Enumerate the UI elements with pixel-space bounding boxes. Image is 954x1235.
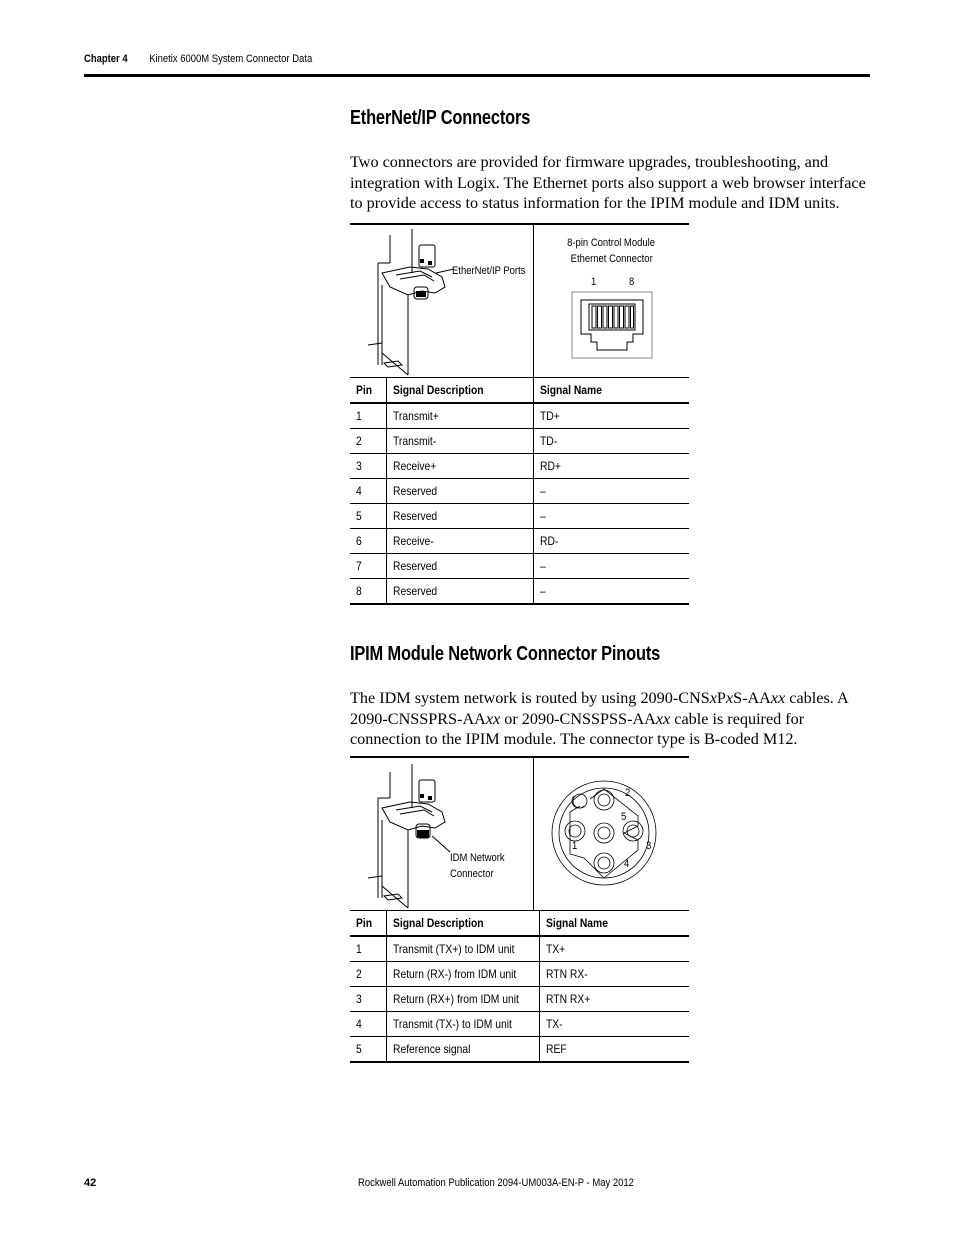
- m12-pin-label-5: 5: [621, 811, 627, 823]
- page-number: 42: [84, 1177, 97, 1189]
- pin-cell: 7: [356, 559, 362, 573]
- desc-cell: Transmit+: [393, 409, 439, 423]
- signal-cell: RD-: [540, 534, 559, 548]
- header-signal-description: Signal Description: [387, 378, 534, 403]
- pin-cell: 5: [356, 1042, 362, 1056]
- header-rule: [84, 74, 870, 77]
- figure-row: [350, 225, 689, 378]
- signal-cell: –: [540, 484, 546, 498]
- m12-pin-label-1: 1: [572, 840, 578, 852]
- signal-cell: RD+: [540, 459, 561, 473]
- signal-cell: TX-: [546, 1017, 564, 1031]
- ethernet-pinout-table: [350, 378, 689, 605]
- pin-cell: 1: [356, 942, 362, 956]
- table-header-row: [350, 378, 689, 403]
- module-illustration: [350, 758, 534, 910]
- desc-cell: Reserved: [393, 559, 438, 573]
- desc-cell: Receive+: [393, 459, 437, 473]
- table-row: [350, 962, 689, 987]
- ethernet-connector-figure-table: [350, 223, 689, 605]
- desc-cell: Reserved: [393, 584, 438, 598]
- rj45-pin-label-1: 1: [591, 276, 597, 288]
- desc-cell: Transmit (TX+) to IDM unit: [393, 942, 515, 956]
- m12-pin-label-2: 2: [625, 787, 631, 799]
- pin-cell: 3: [356, 459, 362, 473]
- pin-cell: 4: [356, 484, 362, 498]
- rj45-connector-diagram: [534, 225, 689, 377]
- table-row: [350, 987, 689, 1012]
- pin-cell: 3: [356, 992, 362, 1006]
- section-paragraph-ipim: The IDM system network is routed by using 2090-CNSxPxS-AAxx cables. A 2090-CNSSPRS-AAxx or 2090-CNSSPSS-AAxx cable is required for connection to the IPIM module. The connector type is B-coded M12.: [350, 689, 848, 748]
- desc-cell: Reference signal: [393, 1042, 471, 1056]
- m12-pin-label-3: 3: [646, 840, 652, 852]
- ipim-module-network-illustration: [350, 758, 533, 910]
- ipim-module-ethernet-illustration: [350, 225, 533, 377]
- table-header-row: [350, 911, 689, 936]
- signal-cell: RTN RX+: [546, 992, 591, 1006]
- running-header: [84, 53, 312, 65]
- desc-cell: Transmit-: [393, 434, 437, 448]
- pin-cell: 6: [356, 534, 362, 548]
- header-pin: Pin: [350, 378, 387, 403]
- header-signal-name: Signal Name: [540, 911, 689, 936]
- signal-cell: TX+: [546, 942, 566, 956]
- pin-cell: 2: [356, 434, 362, 448]
- header-signal-name: Signal Name: [534, 378, 690, 403]
- signal-cell: RTN RX-: [546, 967, 589, 981]
- table-row: [350, 529, 689, 554]
- publication-info: Rockwell Automation Publication 2094-UM003A-EN-P - May 2012: [358, 1177, 634, 1189]
- table-row: [350, 554, 689, 579]
- table-row: [350, 1012, 689, 1037]
- pin-cell: 5: [356, 509, 362, 523]
- table-row: [350, 479, 689, 504]
- figure-row: [350, 758, 689, 911]
- section-paragraph-ethernet: Two connectors are provided for firmware upgrades, troubleshooting, and integration with Logix. The Ethernet ports also support a web browser interface to provide access to status information for the IPIM module and IDM units.: [350, 153, 866, 212]
- desc-cell: Receive-: [393, 534, 434, 548]
- chapter-label: Chapter 4: [84, 53, 128, 65]
- pin-cell: 8: [356, 584, 362, 598]
- rj45-jack-icon: [534, 225, 689, 377]
- rj45-pin-label-8: 8: [629, 276, 635, 288]
- m12-pin-label-4: 4: [624, 858, 630, 870]
- desc-cell: Reserved: [393, 484, 438, 498]
- desc-cell: Reserved: [393, 509, 438, 523]
- table-row: [350, 429, 689, 454]
- module-illustration: [350, 225, 534, 377]
- header-pin: Pin: [350, 911, 387, 936]
- pin-cell: 1: [356, 409, 362, 423]
- table-row: [350, 504, 689, 529]
- section-heading-ipim: IPIM Module Network Connector Pinouts: [350, 643, 661, 665]
- signal-cell: –: [540, 559, 546, 573]
- signal-cell: TD-: [540, 434, 558, 448]
- header-signal-description: Signal Description: [387, 911, 540, 936]
- section-heading-ethernet: EtherNet/IP Connectors: [350, 107, 531, 129]
- desc-cell: Return (RX+) from IDM unit: [393, 992, 519, 1006]
- m12-connector-diagram: [534, 758, 689, 910]
- desc-cell: Transmit (TX-) to IDM unit: [393, 1017, 512, 1031]
- idm-network-connector-callout: IDM Network Connector: [450, 852, 505, 880]
- table-row: [350, 403, 689, 429]
- table-row: [350, 936, 689, 962]
- table-row: [350, 579, 689, 605]
- pin-cell: 4: [356, 1017, 362, 1031]
- ipim-network-pinout-table: [350, 911, 689, 1063]
- rj45-title: 8-pin Control Module Ethernet Connector: [567, 237, 656, 265]
- signal-cell: –: [540, 584, 546, 598]
- chapter-title: Kinetix 6000M System Connector Data: [149, 53, 313, 65]
- ethernet-ports-callout: EtherNet/IP Ports: [452, 265, 526, 277]
- pin-cell: 2: [356, 967, 362, 981]
- desc-cell: Return (RX-) from IDM unit: [393, 967, 517, 981]
- table-row: [350, 454, 689, 479]
- ipim-connector-figure-table: [350, 756, 689, 1063]
- signal-cell: REF: [546, 1042, 568, 1056]
- signal-cell: TD+: [540, 409, 560, 423]
- m12-b-coded-connector-icon: [534, 758, 689, 910]
- table-row: [350, 1037, 689, 1063]
- signal-cell: –: [540, 509, 546, 523]
